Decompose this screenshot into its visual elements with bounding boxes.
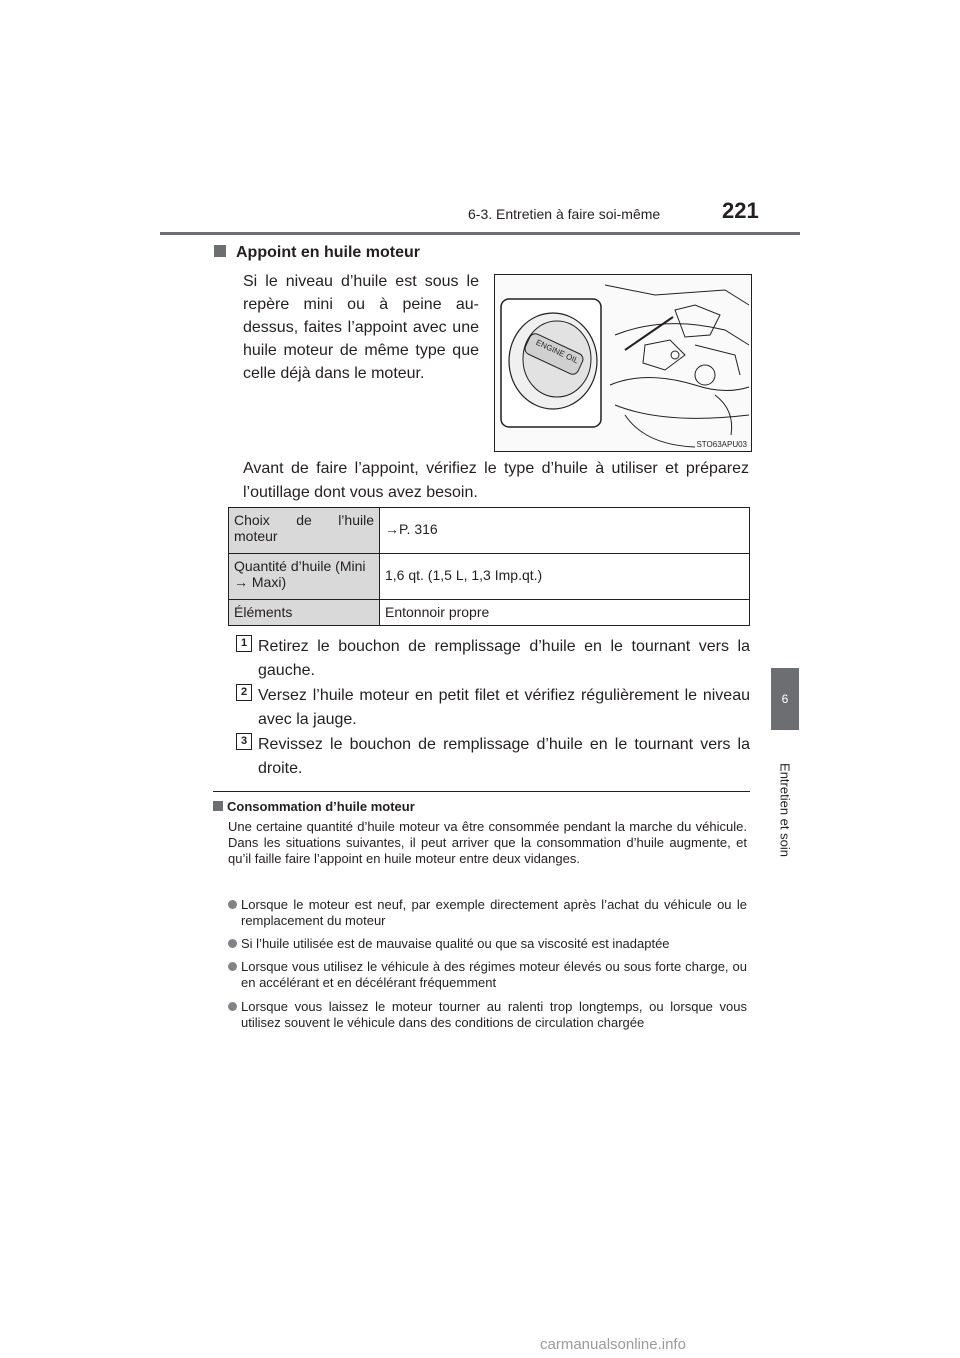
step-text: Revissez le bouchon de remplissage d’huile en le tournant vers la droite. [258,736,750,777]
table-row [229,554,750,600]
chapter-tab-number [771,668,799,730]
table-value: 1,6 qt. (1,5 L, 1,3 Imp.qt.) [380,554,750,600]
step-item [236,733,750,781]
step-number: 2 [236,684,252,701]
list-item-text: Lorsque le moteur est neuf, par exemple directement après l’achat du véhicule ou le remplacement du moteur [241,897,747,928]
section-title-text: Appoint en huile moteur [236,244,420,261]
oil-spec-table [228,507,750,626]
bullet-dot-icon [228,1002,237,1011]
bullet-dot-icon [228,939,237,948]
square-bullet-icon [214,245,226,257]
intro-paragraph: Si le niveau d’huile est sous le repère mini ou à peine au-dessus, faites l’appoint avec une huile moteur de même type que celle déjà dans le moteur. [243,273,479,382]
list-item-text: Si l’huile utilisée est de mauvaise qualité ou que sa viscosité est inadaptée [241,936,670,951]
bullet-dot-icon [228,900,237,909]
oil-cap-illustration [494,274,752,452]
subsection-title [213,799,415,814]
step-text: Versez l’huile moteur en petit filet et vérifiez régulièrement le niveau avec la jauge. [258,687,750,728]
header-divider [160,232,800,235]
section-header: 6-3. Entretien à faire soi-même [468,206,661,222]
watermark-text: carmanualsonline.info [540,1336,686,1353]
list-item [228,959,747,991]
section-divider [213,791,750,792]
list-item [228,936,747,952]
chapter-label: Entretien et soin [777,763,793,857]
square-bullet-icon [213,801,223,811]
list-item-text: Lorsque vous utilisez le véhicule à des régimes moteur élevés ou sous forte charge, ou en accélérant et en décélérant fréquemment [241,959,747,990]
list-item [228,999,747,1031]
page-number: 221 [722,198,759,223]
step-number: 1 [236,635,252,652]
oil-cap-label: ENGINE OIL [534,337,580,366]
chapter-number: 6 [781,692,789,706]
step-item [236,684,750,732]
bullet-dot-icon [228,962,237,971]
consumption-paragraph: Une certaine quantité d’huile moteur va être consommée pendant la marche du véhicule. Dans les situations suivantes, il peut arriver que la consommation d’huile augmente, et qu’il faille faire l’appoint en huile moteur entre deux vidanges. [228,819,747,866]
section-title [214,244,420,262]
table-row [229,600,750,626]
list-item-text: Lorsque vous laissez le moteur tourner au ralenti trop longtemps, ou lorsque vous utilisez souvent le véhicule dans des conditions de circulation chargée [241,999,747,1030]
table-value: →P. 316 [380,508,750,554]
step-text: Retirez le bouchon de remplissage d’huile en le tournant vers la gauche. [258,638,750,679]
step-number: 3 [236,733,252,750]
figure-code: STO63APU03 [696,440,747,449]
list-item [228,897,747,929]
engine-bay-drawing [495,275,751,451]
table-key: Choix de l’huile moteur [229,508,380,554]
subsection-title-text: Consommation d’huile moteur [227,799,415,814]
chapter-tab-label [771,730,799,890]
preparation-paragraph: Avant de faire l’appoint, vérifiez le type d’huile à utiliser et préparez l’outillage dont vous avez besoin. [243,460,749,501]
table-key: Quantité d’huile (Mini → Maxi) [229,554,380,600]
table-key: Éléments [229,600,380,626]
table-row [229,508,750,554]
table-value: Entonnoir propre [380,600,750,626]
step-item [236,635,750,683]
